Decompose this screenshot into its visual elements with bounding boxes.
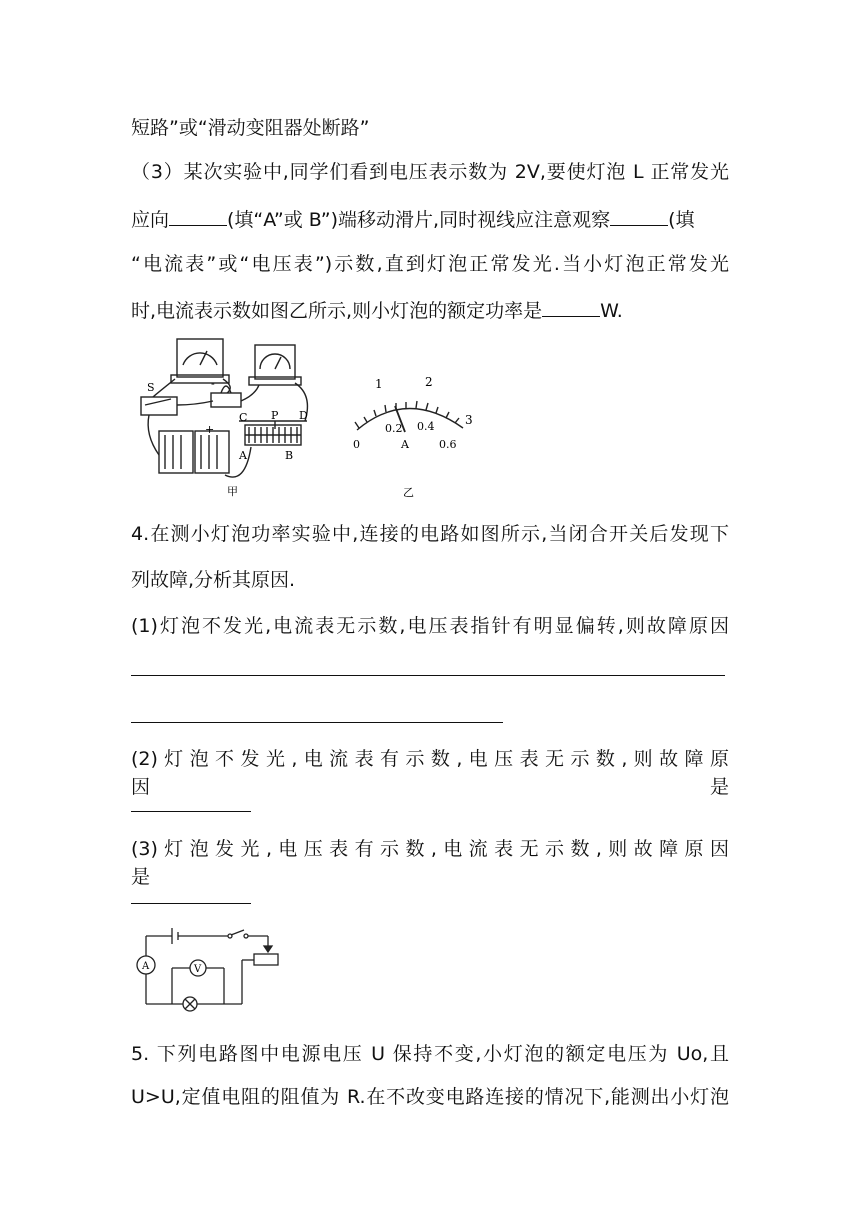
q3-text-b: (填“A”或 B”)端移动滑片,同时视线应注意观察	[227, 209, 611, 231]
answer-blank-direction[interactable]	[169, 205, 227, 226]
q3-text-c: (填	[668, 209, 695, 231]
scale-0-2: 0.2	[385, 422, 403, 435]
answer-line-2[interactable]	[131, 811, 251, 812]
scale-0-6: 0.6	[439, 438, 457, 451]
rheostat	[254, 954, 278, 965]
answer-line-1b[interactable]	[131, 722, 503, 723]
scale-3: 3	[465, 413, 473, 427]
caption-yi: 乙	[403, 486, 414, 499]
q4-part-2: (2) 灯 泡 不 发 光 , 电 流 表 有 示 数 , 电 压 表 无 示 数 , 则 故 障 原 因 是	[131, 748, 729, 798]
label-s: S	[147, 381, 155, 394]
caption-jia: 甲	[227, 485, 238, 498]
scale-0-4: 0.4	[417, 420, 435, 433]
q4-part-3: (3) 灯 泡 发 光 , 电 压 表 有 示 数 , 电 流 表 无 示 数 , 则 故 障 原 因 是	[131, 838, 729, 888]
label-minus: -	[211, 377, 215, 390]
q5-line-1: 5. 下列电路图中电源电压 U 保持不变,小灯泡的额定电压为 Uo,且	[131, 1043, 729, 1065]
answer-blank-power[interactable]	[542, 296, 600, 317]
scale-2: 2	[425, 375, 433, 389]
figure-yi-ammeter-dial	[345, 372, 480, 502]
q3-line-3: “电流表”或“电压表”)示数,直到灯泡正常发光.当小灯泡正常发光	[131, 253, 729, 275]
label-b: B	[285, 449, 294, 462]
ammeter-label: A	[142, 961, 150, 972]
circuit-diagram	[132, 922, 282, 1014]
q3-text-d: 时,电流表示数如图乙所示,则小灯泡的额定功率是	[131, 300, 543, 322]
scale-0: 0	[353, 438, 360, 451]
q3-line-1: （3）某次实验中,同学们看到电压表示数为 2V,要使灯泡 L 正常发光	[131, 161, 729, 183]
label-d: D	[299, 409, 308, 422]
q3-line-0: 短路”或“滑动变阻器处断路”	[131, 117, 370, 139]
q4-line-1: 4.在测小灯泡功率实验中,连接的电路如图所示,当闭合开关后发现下	[131, 523, 729, 545]
label-a: A	[239, 449, 247, 462]
answer-blank-meter[interactable]	[610, 205, 668, 226]
q3-line-4	[131, 296, 623, 325]
q3-text-e: W.	[600, 300, 623, 322]
q4-part-1: (1)灯泡不发光,电流表无示数,电压表指针有明显偏转,则故障原因	[131, 615, 729, 637]
q5-line-2: U>U,定值电阻的阻值为 R.在不改变电路连接的情况下,能测出小灯泡	[131, 1086, 729, 1108]
answer-line-3[interactable]	[131, 903, 251, 904]
label-c: C	[239, 411, 248, 424]
q3-text-a: 应向	[131, 209, 170, 231]
dial-arc	[357, 408, 463, 430]
label-plus: +	[205, 423, 215, 436]
q3-line-2	[131, 205, 695, 234]
label-p: P	[271, 409, 279, 422]
pointer-unit: A	[401, 438, 409, 451]
figure-jia-apparatus	[135, 335, 335, 505]
switch-blade	[231, 930, 244, 935]
q4-line-2: 列故障,分析其原因.	[131, 569, 296, 591]
voltmeter-body	[177, 339, 223, 377]
scale-1: 1	[375, 377, 383, 391]
voltmeter-label: V	[194, 964, 202, 975]
answer-line-1a[interactable]	[131, 675, 725, 676]
